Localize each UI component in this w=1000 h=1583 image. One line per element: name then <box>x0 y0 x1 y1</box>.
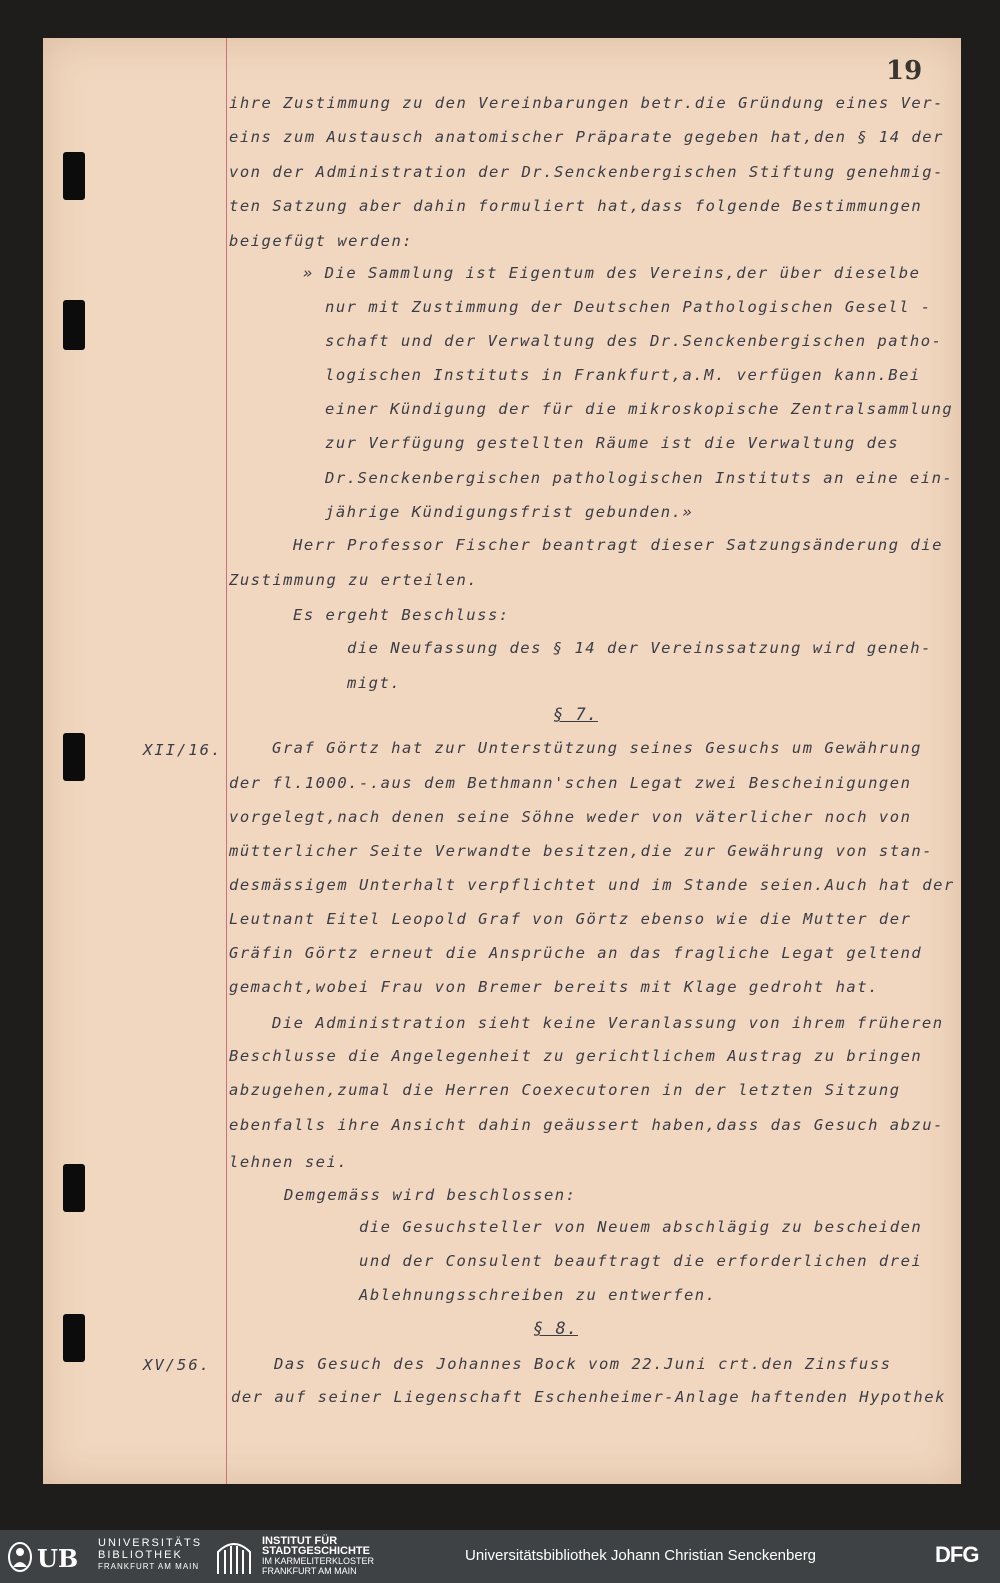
text-line: einer Kündigung der für die mikroskopische Zentralsammlung <box>325 400 954 418</box>
text-line: Gräfin Görtz erneut die Ansprüche an das fragliche Legat geltend <box>229 944 923 962</box>
text-line: jährige Kündigungsfrist gebunden.» <box>325 503 694 521</box>
text-line: Leutnant Eitel Leopold Graf von Görtz ebenso wie die Mutter der <box>229 910 912 928</box>
library-title: Universitätsbibliothek Johann Christian Senckenberg <box>465 1547 817 1564</box>
text-line: Ablehnungsschreiben zu entwerfen. <box>359 1286 717 1304</box>
text-line: Zustimmung zu erteilen. <box>229 571 479 589</box>
margin-reference: XV/56. <box>143 1356 211 1374</box>
svg-text:UB: UB <box>37 1544 79 1573</box>
margin-reference: XII/16. <box>143 741 223 759</box>
dfg-logo: DFG <box>935 1542 979 1567</box>
text-line: beigefügt werden: <box>229 232 414 250</box>
text-line: ebenfalls ihre Ansicht dahin geäussert haben,dass das Gesuch abzu- <box>229 1116 944 1134</box>
text-line: abzugehen,zumal die Herren Coexecutoren in der letzten Sitzung <box>229 1081 901 1099</box>
text-line: lehnen sei. <box>229 1153 349 1171</box>
text-line: mütterlicher Seite Verwandte besitzen,die zur Gewährung von stan- <box>229 842 934 860</box>
page-number: 19 <box>886 56 923 86</box>
text-line: die Neufassung des § 14 der Vereinssatzung wird geneh- <box>347 639 932 657</box>
ub-logo <box>6 1540 92 1574</box>
punch-hole <box>63 1164 85 1212</box>
text-line: Herr Professor Fischer beantragt dieser Satzungsänderung die <box>293 536 943 554</box>
text-line: Die Administration sieht keine Veranlassung von ihrem früheren <box>272 1014 944 1032</box>
punch-hole <box>63 300 85 350</box>
text-line: Das Gesuch des Johannes Bock vom 22.Juni crt.den Zinsfuss <box>274 1355 892 1373</box>
ub-name: UNIVERSITÄTS BIBLIOTHEK FRANKFURT AM MAIN <box>98 1537 203 1571</box>
text-line: eins zum Austausch anatomischer Präparate gegeben hat,den § 14 der <box>229 128 944 146</box>
punch-hole <box>63 152 85 200</box>
text-line: ten Satzung aber dahin formuliert hat,dass folgende Bestimmungen <box>229 197 923 215</box>
text-line: ihre Zustimmung zu den Vereinbarungen betr.die Gründung eines Ver- <box>229 94 944 112</box>
text-line: zur Verfügung gestellten Räume ist die Verwaltung des <box>325 434 900 452</box>
text-line: migt. <box>347 674 402 692</box>
text-line: von der Administration der Dr.Senckenbergischen Stiftung genehmig- <box>229 163 944 181</box>
text-line: nur mit Zustimmung der Deutschen Pathologischen Gesell - <box>325 298 932 316</box>
text-line: » Die Sammlung ist Eigentum des Vereins,der über dieselbe <box>303 264 921 282</box>
text-line: logischen Instituts in Frankfurt,a.M. verfügen kann.Bei <box>325 366 921 384</box>
text-line: schaft und der Verwaltung des Dr.Senckenbergischen patho- <box>325 332 943 350</box>
footer-bar <box>0 1530 1000 1583</box>
margin-rule <box>226 38 227 1484</box>
text-line: Beschlusse die Angelegenheit zu gerichtlichem Austrag zu bringen <box>229 1047 923 1065</box>
punch-hole <box>63 733 85 781</box>
isg-name: INSTITUT FÜR STADTGESCHICHTE IM KARMELITERKLOSTER FRANKFURT AM MAIN <box>262 1535 375 1576</box>
paragraph-mark-8: § 8. <box>533 1319 578 1339</box>
text-line: und der Consulent beauftragt die erforderlichen drei <box>359 1252 923 1270</box>
isg-logo <box>214 1538 254 1576</box>
text-line: der fl.1000.-.aus dem Bethmann'schen Legat zwei Bescheinigungen <box>229 774 912 792</box>
text-line: desmässigem Unterhalt verpflichtet und im Stande seien.Auch hat der <box>229 876 955 894</box>
paragraph-mark-7: § 7. <box>553 705 598 725</box>
text-line: Demgemäss wird beschlossen: <box>284 1186 577 1204</box>
text-line: die Gesuchsteller von Neuem abschlägig zu bescheiden <box>359 1218 923 1236</box>
text-line: vorgelegt,nach denen seine Söhne weder von väterlicher noch von <box>229 808 912 826</box>
punch-hole <box>63 1314 85 1362</box>
text-line: gemacht,wobei Frau von Bremer bereits mit Klage gedroht hat. <box>229 978 879 996</box>
text-line: Dr.Senckenbergischen pathologischen Instituts an eine ein- <box>325 469 954 487</box>
text-line: Es ergeht Beschluss: <box>293 606 510 624</box>
text-line: Graf Görtz hat zur Unterstützung seines Gesuchs um Gewährung <box>272 739 922 757</box>
text-line: der auf seiner Liegenschaft Eschenheimer-Anlage haftenden Hypothek <box>231 1388 946 1406</box>
document-page <box>43 38 961 1484</box>
